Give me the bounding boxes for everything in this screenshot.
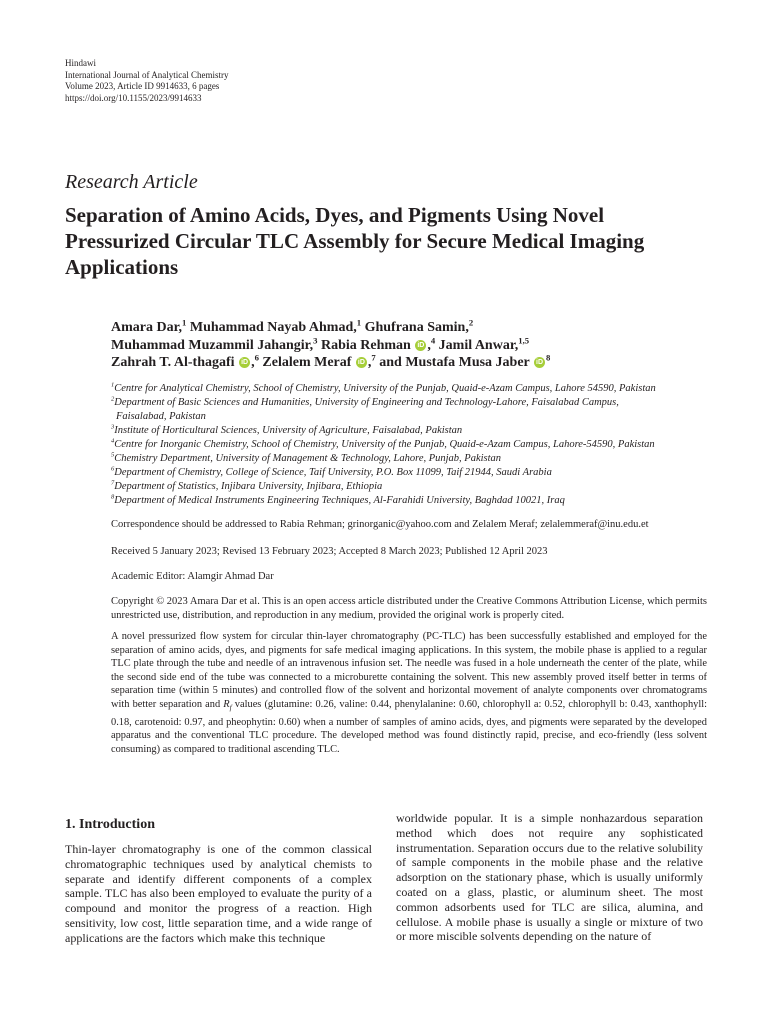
affiliation-number: 5 xyxy=(111,451,115,459)
author: Zelalem Meraf iD ,$^7$ xyxy=(262,352,376,370)
body-column-right: worldwide popular. It is a simple nonhazardous separation method which does not require any sophisticated instrumentation. Separation occurs due to the relative solubility of sample components in the mobile phase and the relative adsorption on the stationary phase, which is usually uniformly coated on a glass, plastic, or aluminum sheet. The most common adsorbents used for TLC are silica, alumina, and cellulose. A mobile phase is usually a single or mixture of two or more miscible solvents depending on the nature of xyxy=(396,811,703,944)
affiliation-number: 1 xyxy=(111,381,115,389)
author-affiliation-number: 3 xyxy=(313,334,318,345)
author-name: Zelalem Meraf xyxy=(262,355,352,370)
abstract-part-2: values (glutamine: 0.26, valine: 0.44, phenylalanine: 0.60, chlorophyll a: 0.52, chlorophyll b: 0.43, xanthophyll: 0.18, carotenoid: 0.97, and pheophytin: 0.60) when a number of samples of amino acids, dyes, and pigments were separated by the developed apparatus and the conventional TLC procedure. The developed method was found distinctly rapid, precise, and eco-friendly (less solvent consuming) as compared to traditional ascending TLC. xyxy=(111,698,708,755)
affiliation-text: Department of Statistics, Injibara University, Injibara, Ethiopia xyxy=(114,481,383,492)
affiliation-text: Department of Chemistry, College of Science, Taif University, P.O. Box 11099, Taif 21944, Saudi Arabia xyxy=(114,467,552,478)
author-affiliation-number: 7 xyxy=(371,352,376,363)
author xyxy=(364,317,474,335)
affiliation xyxy=(111,480,711,494)
affiliation-text: Department of Medical Instruments Engineering Techniques, Al-Farahidi University, Baghdad 10021, Iraq xyxy=(114,495,565,506)
affiliation-list xyxy=(111,382,711,508)
affiliation xyxy=(111,424,711,438)
affiliation-text: Institute of Horticultural Sciences, University of Agriculture, Faisalabad, Pakistan xyxy=(114,425,463,436)
author-name: Muhammad Nayab Ahmad, xyxy=(189,320,357,335)
author-affiliation-number: 6 xyxy=(254,352,259,363)
affiliation-number: 3 xyxy=(111,423,115,431)
author xyxy=(438,334,530,353)
author-name: and Mustafa Musa Jaber xyxy=(379,355,530,370)
affiliation-number: 7 xyxy=(111,479,115,487)
affiliation xyxy=(111,494,711,508)
author xyxy=(111,334,318,353)
affiliation-number: 2 xyxy=(111,395,115,403)
copyright-notice: Copyright © 2023 Amara Dar et al. This is an open access article distributed under the Creative Commons Attribution License, which permits unrestricted use, distribution, and reproduction in any medium, provided the original work is properly cited. xyxy=(111,596,707,621)
affiliation-number: 8 xyxy=(111,493,115,501)
author: Rabia Rehman iD ,$^4$ xyxy=(320,334,436,353)
author: Zahrah T. Al-thagafi iD ,$^6$ xyxy=(111,352,259,370)
author-name: Jamil Anwar, xyxy=(438,337,519,353)
article-dates: Received 5 January 2023; Revised 13 February 2023; Accepted 8 March 2023; Published 12 April 2023 xyxy=(111,546,548,557)
author-affiliation-number: 1 xyxy=(182,317,187,328)
abstract xyxy=(111,630,707,756)
author-name: Muhammad Muzammil Jahangir, xyxy=(111,337,314,353)
author-affiliation-number: 2 xyxy=(468,317,474,328)
body-column-left: Thin-layer chromatography is one of the common classical chromatographic techniques used by analytical chemists to separate and identify different components of a complex sample. TLC has also been employed to evaluate the purity of a compound and monitor the progress of a reaction. High sensitivity, low cost, little separation time, and a wide range of applications are the factors which make this technique xyxy=(65,842,372,945)
section-heading: 1. Introduction xyxy=(65,817,155,832)
author-affiliation-number: 1,5 xyxy=(518,334,530,345)
abstract-part-1: A novel pressurized flow system for circular thin-layer chromatography (PC-TLC) has been successfully established and employed for the separation of amino acids, dyes, and pigments for safe medical imaging applications. In this system, the mobile phase is applied to a regular TLC plate through the tube and needle of an intravenous infusion set. The needle was fused in a hole underneath the center of the plate, while the second side end of the tube was connected to a microburette containing the solvent. This new assembly proved itself better in terms of separation time (within 5 minutes) and controlled flow of the solvent and horizontal movement of analyte components over chromatograms with better separation and xyxy=(111,631,707,710)
author-name: Amara Dar, xyxy=(111,320,183,335)
author-name: Zahrah T. Al-thagafi xyxy=(111,355,235,370)
affiliation xyxy=(111,396,711,410)
correspondence: Correspondence should be addressed to Rabia Rehman; grinorganic@yahoo.com and Zelalem Meraf; zelalemmeraf@inu.edu.et xyxy=(111,519,649,530)
author-affiliation-number: 1 xyxy=(356,317,362,328)
orcid-icon[interactable]: iD xyxy=(536,359,544,367)
affiliation-text: Centre for Analytical Chemistry, School of Chemistry, University of the Punjab, Quaid-e-Azam Campus, Lahore 54590, Pakistan xyxy=(114,383,656,394)
article-type: Research Article xyxy=(65,171,198,193)
orcid-icon[interactable]: iD xyxy=(417,341,425,349)
volume-info: Volume 2023, Article ID 9914633, 6 pages xyxy=(65,81,220,91)
orcid-icon[interactable]: iD xyxy=(357,359,365,367)
academic-editor: Academic Editor: Alamgir Ahmad Dar xyxy=(111,571,274,582)
affiliation-number: 6 xyxy=(111,465,115,473)
publisher-name: Hindawi xyxy=(65,58,96,68)
author-name: Ghufrana Samin, xyxy=(364,320,469,335)
rf-symbol: R xyxy=(223,698,230,710)
author-list xyxy=(111,319,711,372)
author xyxy=(379,352,551,370)
affiliation-number: 4 xyxy=(111,437,115,445)
affiliation xyxy=(111,382,711,396)
affiliation xyxy=(111,452,711,466)
affiliation xyxy=(111,466,711,480)
author xyxy=(189,317,362,335)
affiliation xyxy=(111,438,711,452)
affiliation-text: Department of Basic Sciences and Humanities, University of Engineering and Technology-Lahore, Faisalabad Campus, xyxy=(114,397,619,408)
rf-subscript: f xyxy=(229,704,232,713)
author-affiliation-number: 8 xyxy=(546,352,551,363)
author-name: Rabia Rehman xyxy=(320,337,411,353)
author-affiliation-number: 4 xyxy=(430,334,436,345)
doi-link[interactable]: https://doi.org/10.1155/2023/9914633 xyxy=(65,92,202,103)
affiliation-continuation: Faisalabad, Pakistan xyxy=(116,411,206,422)
article-title: Separation of Amino Acids, Dyes, and Pigments Using Novel Pressurized Circular TLC Assembly for Secure Medical Imaging Applications xyxy=(65,203,645,279)
author xyxy=(111,317,187,335)
journal-masthead xyxy=(65,58,228,104)
orcid-icon[interactable]: iD xyxy=(241,359,249,367)
journal-name: International Journal of Analytical Chemistry xyxy=(65,69,229,80)
affiliation-text: Chemistry Department, University of Management & Technology, Lahore, Punjab, Pakistan xyxy=(114,453,502,464)
affiliation-text: Centre for Inorganic Chemistry, School of Chemistry, University of the Punjab, Quaid-e-Azam Campus, Lahore-54590, Pakistan xyxy=(114,439,655,450)
